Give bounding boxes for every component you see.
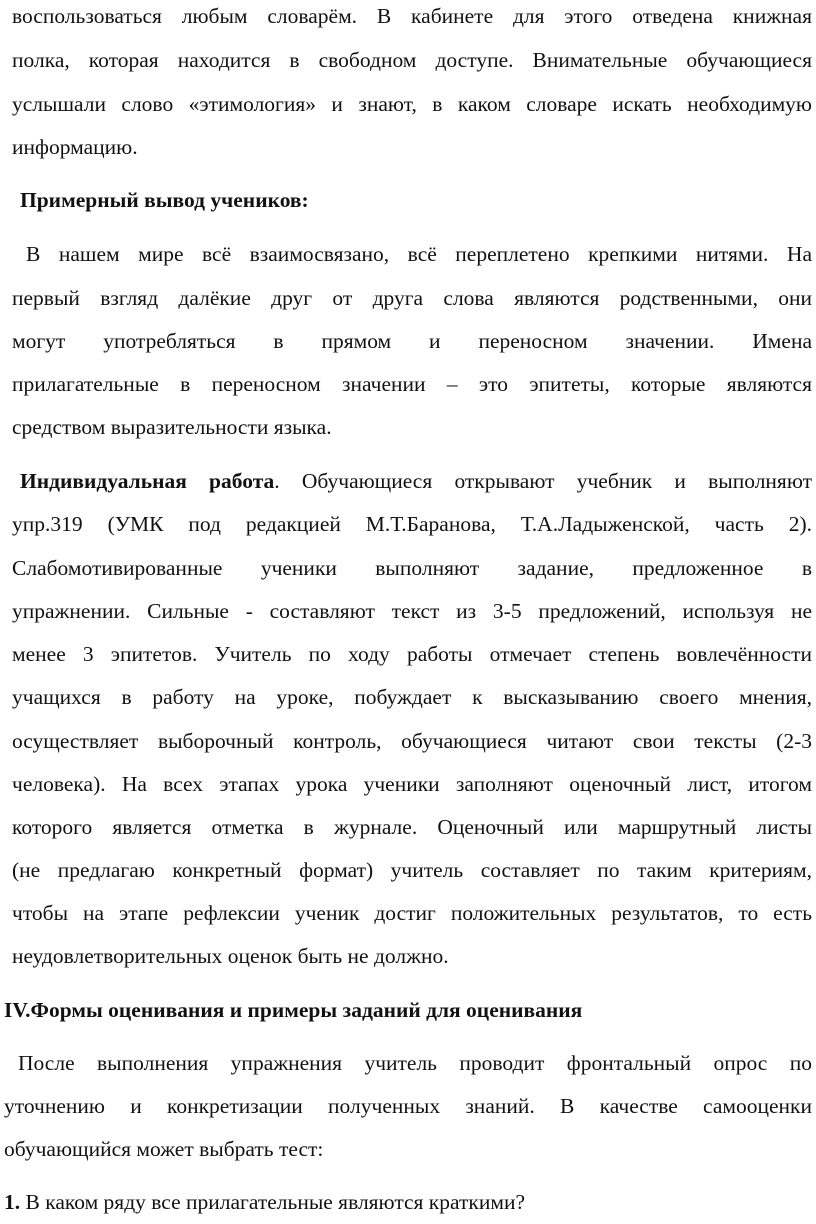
individual-line-9: (не предлагаю конкретный формат) учитель составляет по таким критериям,	[12, 858, 812, 882]
individual-lead-line	[20, 467, 812, 495]
individual-line-4: менее 3 эпитетов. Учитель по ходу работы отмечает степень вовлечённости	[12, 642, 812, 666]
individual-line-10: чтобы на этапе рефлексии ученик достиг положительных результатов, то есть	[12, 901, 812, 925]
heading-conclusion: Примерный вывод учеников:	[20, 188, 309, 212]
conclusion-line-4: прилагательные в переносном значении – это эпитеты, которые являются	[12, 372, 812, 396]
individual-line-8: которого является отметка в журнале. Оценочный или маршрутный листы	[12, 815, 812, 839]
intro-line-3: услышали слово «этимология» и знают, в каком словаре искать необходимую	[12, 92, 812, 116]
question-1-number: 1.	[4, 1190, 21, 1214]
conclusion-line-5: средством выразительности языка.	[12, 415, 332, 439]
individual-lead-wrap	[20, 469, 812, 493]
assessment-line-3: обучающийся может выбрать тест:	[4, 1137, 324, 1161]
individual-line-7: человека). На всех этапах урока ученики заполняют оценочный лист, итогом	[12, 772, 812, 796]
intro-line-1: воспользоваться любым словарём. В кабинете для этого отведена книжная	[12, 4, 812, 28]
assessment-line-2: уточнению и конкретизации полученных знаний. В качестве самооценки	[4, 1094, 812, 1118]
individual-lead-rest: . Обучающиеся открывают учебник и выполняют	[274, 469, 812, 493]
conclusion-line-3: могут употребляться в прямом и переносном значении. Имена	[12, 329, 812, 353]
individual-line-11: неудовлетворительных оценок быть не должно.	[12, 944, 449, 968]
assessment-line-1: После выполнения упражнения учитель проводит фронтальный опрос по	[18, 1051, 812, 1075]
individual-line-3: упражнении. Сильные - составляют текст из 3-5 предложений, используя не	[12, 599, 812, 623]
heading-section-iv: IV.Формы оценивания и примеры заданий для оценивания	[4, 998, 583, 1022]
question-1-text: В каком ряду все прилагательные являются краткими?	[20, 1190, 525, 1214]
intro-line-2: полка, которая находится в свободном доступе. Внимательные обучающиеся	[12, 48, 812, 72]
intro-line-4: информацию.	[12, 135, 138, 159]
individual-work-label: Индивидуальная работа	[20, 469, 275, 493]
individual-line-1: упр.319 (УМК под редакцией М.Т.Баранова, Т.А.Ладыженской, часть 2).	[12, 512, 812, 536]
question-1	[4, 1188, 804, 1216]
individual-line-6: осуществляет выборочный контроль, обучающиеся читают свои тексты (2-3	[12, 729, 812, 753]
conclusion-line-2: первый взгляд далёкие друг от друга слова являются родственными, они	[12, 286, 812, 310]
individual-line-2: Слабомотивированные ученики выполняют задание, предложенное в	[12, 556, 812, 580]
individual-line-5: учащихся в работу на уроке, побуждает к высказыванию своего мнения,	[12, 685, 812, 709]
conclusion-line-1: В нашем мире всё взаимосвязано, всё переплетено крепкими нитями. На	[26, 242, 812, 266]
